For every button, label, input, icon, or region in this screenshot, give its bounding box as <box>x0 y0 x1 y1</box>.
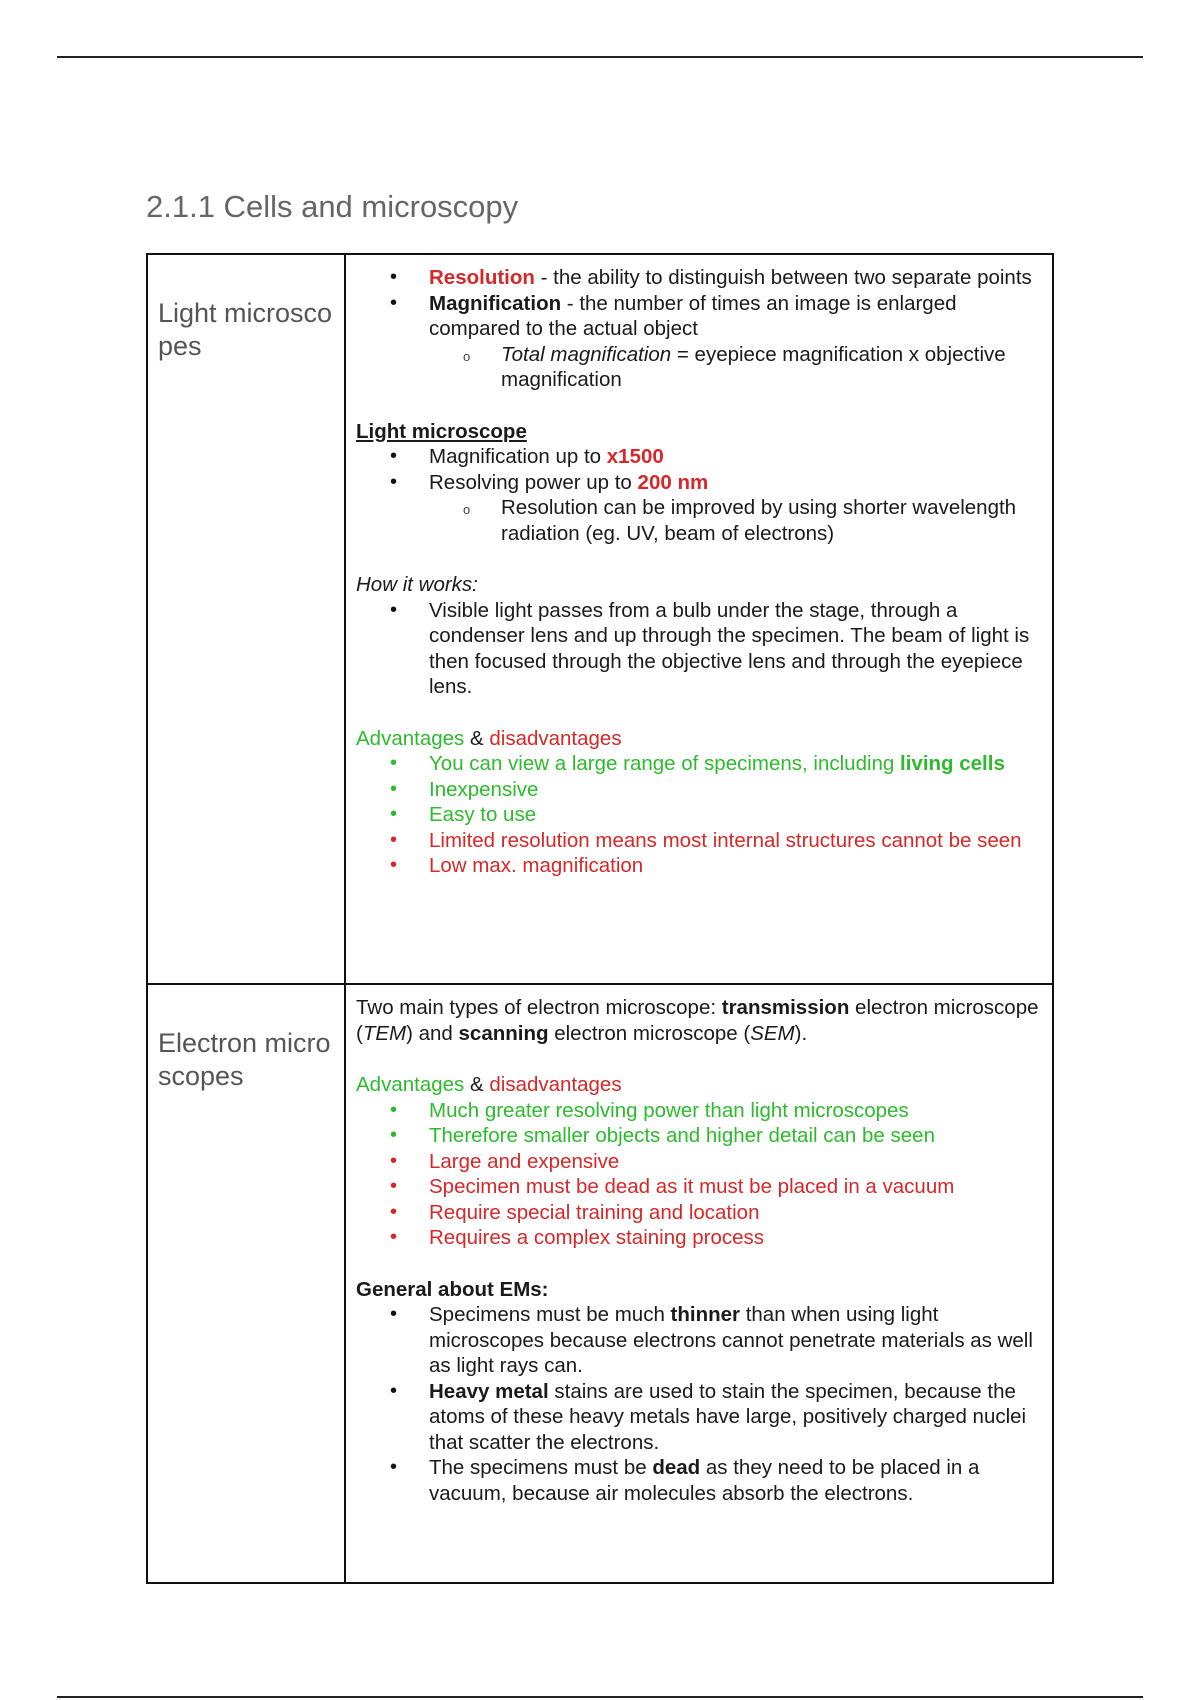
intro-italic: SEM <box>750 1021 795 1045</box>
intro-bold: scanning <box>458 1021 549 1045</box>
electron-intro <box>356 995 1042 1046</box>
spec-text: Magnification up to <box>429 445 607 468</box>
list-item <box>356 444 1042 470</box>
light-specs-list <box>356 444 1042 546</box>
general-list <box>356 1302 1042 1506</box>
item-emphasis: dead <box>652 1456 701 1479</box>
ampersand: & <box>464 1073 490 1096</box>
intro-text: electron microscope ( <box>356 996 1039 1045</box>
item-text: Specimens must be much <box>429 1303 671 1326</box>
list-item <box>356 1379 1042 1456</box>
page-title: 2.1.1 Cells and microscopy <box>146 188 519 224</box>
row-label-electron: Electron microscopes <box>147 984 345 1583</box>
advantage-item: • Easy to use <box>356 802 1042 828</box>
intro-italic: TEM <box>362 1021 407 1045</box>
definition-text: = eyepiece magnification x objective magnification <box>501 342 1006 391</box>
spec-value: 200 nm <box>637 470 709 494</box>
intro-text: ). <box>794 1021 808 1045</box>
sub-item: o Resolution can be improved by using shorter wavelength radiation (eg. UV, beam of electrons) <box>356 495 1042 546</box>
list-item-resolution <box>356 265 1042 291</box>
electron-pros-cons-list <box>356 1098 1042 1251</box>
row-content-light <box>345 254 1053 984</box>
item-text: than when using light microscopes because electrons cannot penetrate materials as well as light rays can. <box>429 1303 1033 1377</box>
heading-general-ems: General about EMs: <box>356 1277 549 1301</box>
term-total-magnification: Total magnification <box>501 342 672 366</box>
notes-table <box>146 253 1054 1584</box>
advantages-word: Advantages <box>356 1073 465 1096</box>
heading-light-microscope: Light microscope <box>356 419 527 443</box>
table-row-electron <box>147 984 1053 1583</box>
bottom-rule <box>57 1696 1143 1698</box>
sub-item-total-magnification <box>356 342 1042 393</box>
advantage-text: You can view a large range of specimens, including <box>429 752 901 775</box>
list-item-magnification <box>356 291 1042 342</box>
light-pros-cons-list <box>356 751 1042 879</box>
heading-advantages-disadvantages <box>356 726 1042 752</box>
heading-advantages-disadvantages <box>356 1072 1042 1098</box>
item-emphasis: thinner <box>670 1303 741 1326</box>
spec-value: x1500 <box>606 445 664 468</box>
advantage-item: • Much greater resolving power than light microscopes <box>356 1098 1042 1124</box>
spec-text: Resolving power up to <box>429 470 638 494</box>
item-text: as they need to be placed in a vacuum, because air molecules absorb the electrons. <box>429 1456 980 1505</box>
disadvantages-word: disadvantages <box>489 1073 622 1096</box>
disadvantage-item: • Requires a complex staining process <box>356 1225 1042 1251</box>
intro-text: Two main types of electron microscope: <box>356 996 722 1019</box>
list-item <box>356 470 1042 496</box>
disadvantage-item: • Specimen must be dead as it must be placed in a vacuum <box>356 1174 1042 1200</box>
disadvantage-item: • Large and expensive <box>356 1149 1042 1175</box>
intro-text: ) and <box>406 1021 459 1045</box>
how-list <box>356 598 1042 700</box>
disadvantages-word: disadvantages <box>489 726 622 750</box>
item-text: stains are used to stain the specimen, because the atoms of these heavy metals have large, positively charged nuclei that scatter the electrons. <box>429 1379 1027 1454</box>
term-magnification: Magnification <box>429 291 562 315</box>
advantage-item <box>356 751 1042 777</box>
list-item <box>356 1455 1042 1506</box>
disadvantage-item: • Limited resolution means most internal structures cannot be seen <box>356 828 1042 854</box>
table-row-light <box>147 254 1053 984</box>
ampersand: & <box>464 726 490 750</box>
heading-how-it-works: How it works: <box>356 573 478 596</box>
advantage-emphasis: living cells <box>900 752 1005 775</box>
top-rule <box>57 56 1143 58</box>
list-item <box>356 1302 1042 1379</box>
intro-text: electron microscope ( <box>548 1021 751 1045</box>
intro-bold: transmission <box>721 996 850 1019</box>
advantages-word: Advantages <box>356 726 465 750</box>
advantage-item: • Therefore smaller objects and higher detail can be seen <box>356 1123 1042 1149</box>
disadvantage-item: • Require special training and location <box>356 1200 1042 1226</box>
item-text: The specimens must be <box>429 1456 653 1479</box>
list-item: • Visible light passes from a bulb under the stage, through a condenser lens and up through the specimen. The beam of light is then focused through the objective lens and through the eyepiece lens. <box>356 598 1042 700</box>
item-emphasis: Heavy metal <box>429 1379 549 1403</box>
row-content-electron <box>345 984 1053 1583</box>
definition-text: - the number of times an image is enlarged compared to the actual object <box>429 291 957 340</box>
term-resolution: Resolution <box>429 266 535 289</box>
definitions-list <box>356 265 1042 393</box>
advantage-item: • Inexpensive <box>356 777 1042 803</box>
definition-text: - the ability to distinguish between two separate points <box>534 266 1032 289</box>
disadvantage-item: • Low max. magnification <box>356 853 1042 879</box>
row-label-light: Light microscopes <box>147 254 345 984</box>
